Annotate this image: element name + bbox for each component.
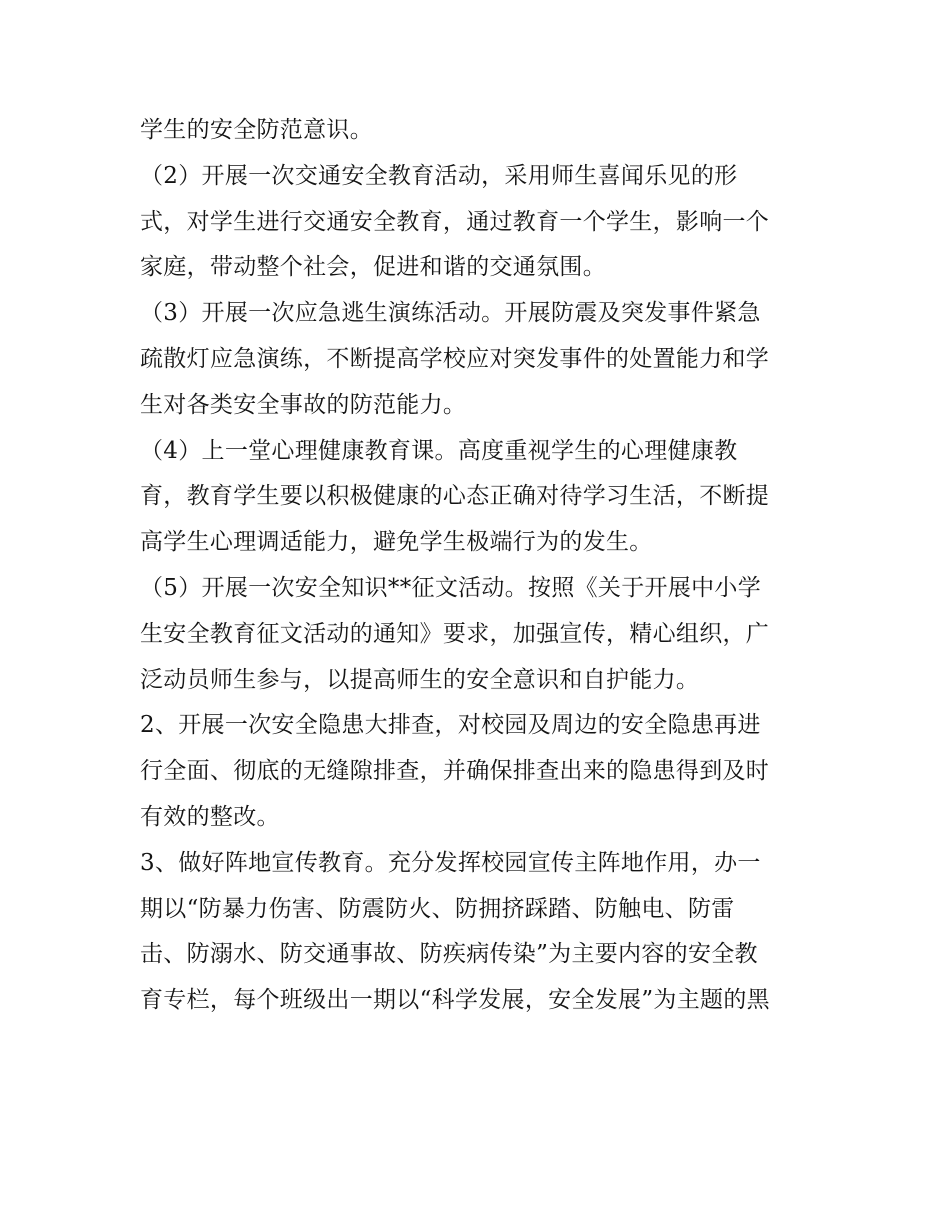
text-line: （2）开展一次交通安全教育活动，采用师生喜闻乐见的形 (140, 162, 738, 189)
text-line: 生对各类安全事故的防范能力。 (140, 391, 467, 418)
document-body (140, 108, 820, 1024)
text-line: 学生的安全防范意识。 (140, 117, 373, 143)
text-line: 行全面、彻底的无缝隙排查，并确保排查出来的隐患得到及时 (140, 758, 770, 785)
text-line: 3、做好阵地宣传教育。充分发挥校园宣传主阵地作用，办一 (140, 849, 761, 876)
text-line: 有效的整改。 (140, 803, 280, 830)
text-line: 育专栏，每个班级出一期以“科学发展，安全发展”为主题的黑 (140, 987, 770, 1014)
text-line: 期以“防暴力伤害、防震防火、防拥挤踩踏、防触电、防雷 (140, 895, 735, 922)
text-line: 高学生心理调适能力，避免学生极端行为的发生。 (140, 529, 653, 556)
text-line: 式，对学生进行交通安全教育，通过教育一个学生，影响一个 (140, 208, 770, 235)
text-line: （3）开展一次应急逃生演练活动。开展防震及突发事件紧急 (140, 300, 761, 327)
text-line: 击、防溺水、防交通事故、防疾病传染”为主要内容的安全教 (140, 941, 758, 968)
text-line: 家庭，带动整个社会，促进和谐的交通氛围。 (140, 254, 606, 281)
text-line: （5）开展一次安全知识**征文活动。按照《关于开展中小学 (140, 574, 762, 601)
text-line: 泛动员师生参与，以提高师生的安全意识和自护能力。 (140, 666, 700, 693)
text-line: 育，教育学生要以积极健康的心态正确对待学习生活，不断提 (140, 483, 770, 510)
text-line: 2、开展一次安全隐患大排查，对校园及周边的安全隐患再进 (140, 712, 761, 739)
text-line: 疏散灯应急演练，不断提高学校应对突发事件的处置能力和学 (140, 345, 770, 372)
text-line: 生安全教育征文活动的通知》要求，加强宣传，精心组织，广 (140, 620, 770, 647)
text-line: （4）上一堂心理健康教育课。高度重视学生的心理健康教 (140, 437, 738, 464)
